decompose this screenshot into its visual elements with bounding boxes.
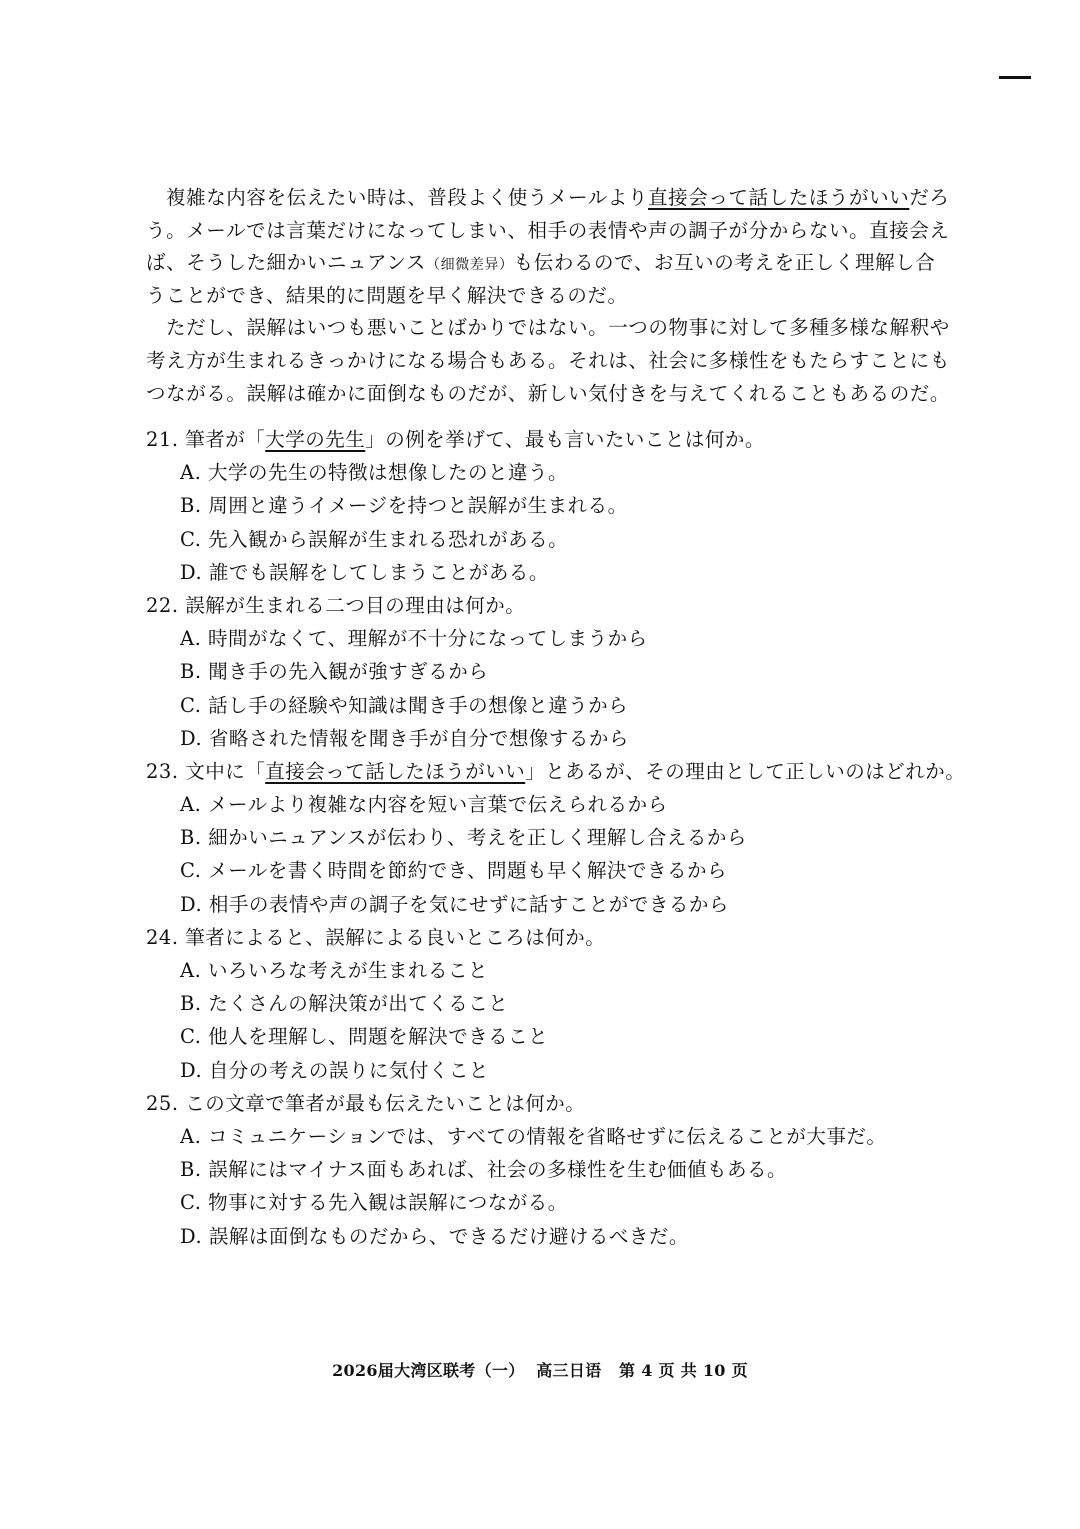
question-stem: [146, 1087, 966, 1120]
question-stem: [146, 589, 966, 622]
reading-passage: [146, 182, 951, 410]
passage-line: [146, 182, 950, 215]
passage-line: う。メールでは言葉だけになってしまい、相手の表情や声の調子が分からない。直接会え: [146, 218, 950, 242]
answer-option: C. 物事に対する先入観は誤解につながる。: [180, 1191, 568, 1215]
answer-option: D. 自分の考えの誤りに気付くこと: [180, 1058, 489, 1082]
question-stem: [146, 423, 966, 456]
underlined-phrase: 直接会って話したほうがいい: [265, 759, 526, 783]
answer-option: C. メールを書く時間を節約でき、問題も早く解決できるから: [180, 859, 727, 883]
text: 22. 誤解が生まれる二つ目の理由は何か。: [146, 593, 526, 617]
answer-option: D. 誤解は面倒なものだから、できるだけ避けるべきだ。: [180, 1224, 689, 1248]
text: 21. 筆者が「: [146, 428, 266, 451]
text: だろ: [909, 186, 950, 209]
text: ば、そうした細かいニュアンス: [146, 251, 427, 275]
answer-option: B. 細かいニュアンスが伝わり、考えを正しく理解し合えるから: [180, 826, 747, 850]
page-footer: 2026届大湾区联考（一） 高三日语 第 4 页 共 10 页: [332, 1361, 748, 1380]
answer-option: C. 他人を理解し、問題を解決できること: [180, 1025, 549, 1049]
text: 25. この文章で筆者が最も伝えたいことは何か。: [146, 1091, 586, 1115]
text: も伝わるので、お互いの考えを正しく理解し合: [513, 251, 936, 275]
passage-line: 考え方が生まれるきっかけになる場合もある。それは、社会に多様性をもたらすことにも: [146, 348, 951, 372]
answer-option: A. 大学の先生の特徴は想像したのと違う。: [180, 461, 568, 485]
underlined-phrase: 直接会って話したほうがいい: [648, 186, 910, 209]
chinese-gloss: （细微差异）: [426, 257, 514, 274]
answer-option: B. たくさんの解決策が出てくること: [180, 992, 509, 1016]
answer-option: C. 話し手の経験や知識は聞き手の想像と違うから: [180, 693, 629, 717]
passage-line: うことができ、結果的に問題を早く解決できるのだ。: [146, 283, 628, 307]
answer-option: D. 相手の表情や声の調子を気にせずに話すことができるから: [180, 892, 729, 916]
question-list: [146, 423, 966, 1253]
question-stem: [146, 755, 966, 788]
answer-option: A. いろいろな考えが生まれること: [180, 959, 488, 982]
answer-option: A. コミュニケーションでは、すべての情報を省略せずに伝えることが大事だ。: [180, 1124, 887, 1148]
passage-line: つながる。誤解は確かに面倒なものだが、新しい気付きを与えてくれることもあるのだ。: [146, 381, 951, 405]
answer-option: A. メールより複雑な内容を短い言葉で伝えられるから: [180, 793, 668, 817]
answer-option: B. 聞き手の先入観が強すぎるから: [180, 660, 489, 684]
answer-option: B. 周囲と違うイメージを持つと誤解が生まれる。: [180, 494, 628, 518]
text: 複雑な内容を伝えたい時は、普段よく使うメールより: [166, 186, 649, 209]
text: 24. 筆者によると、誤解による良いところは何か。: [146, 925, 606, 949]
question-stem: [146, 921, 966, 954]
answer-option: A. 時間がなくて、理解が不十分になってしまうから: [180, 627, 648, 651]
text: 23. 文中に「: [146, 759, 266, 783]
passage-line: [146, 247, 946, 280]
answer-option: B. 誤解にはマイナス面もあれば、社会の多様性を生む価値もある。: [180, 1158, 788, 1182]
answer-option: C. 先入観から誤解が生まれる恐れがある。: [180, 527, 569, 551]
page-mark-dash: [999, 76, 1031, 79]
passage-line: ただし、誤解はいつも悪いことばかりではない。一つの物事に対して多種多様な解釈や: [166, 316, 950, 340]
answer-option: D. 誰でも誤解をしてしまうことがある。: [180, 560, 549, 584]
text: 」とあるが、その理由として正しいのはどれか。: [525, 759, 966, 783]
answer-option: D. 省略された情報を聞き手が自分で想像するから: [180, 726, 629, 750]
underlined-phrase: 大学の先生: [265, 428, 366, 451]
text: 」の例を挙げて、最も言いたいことは何か。: [365, 428, 765, 451]
